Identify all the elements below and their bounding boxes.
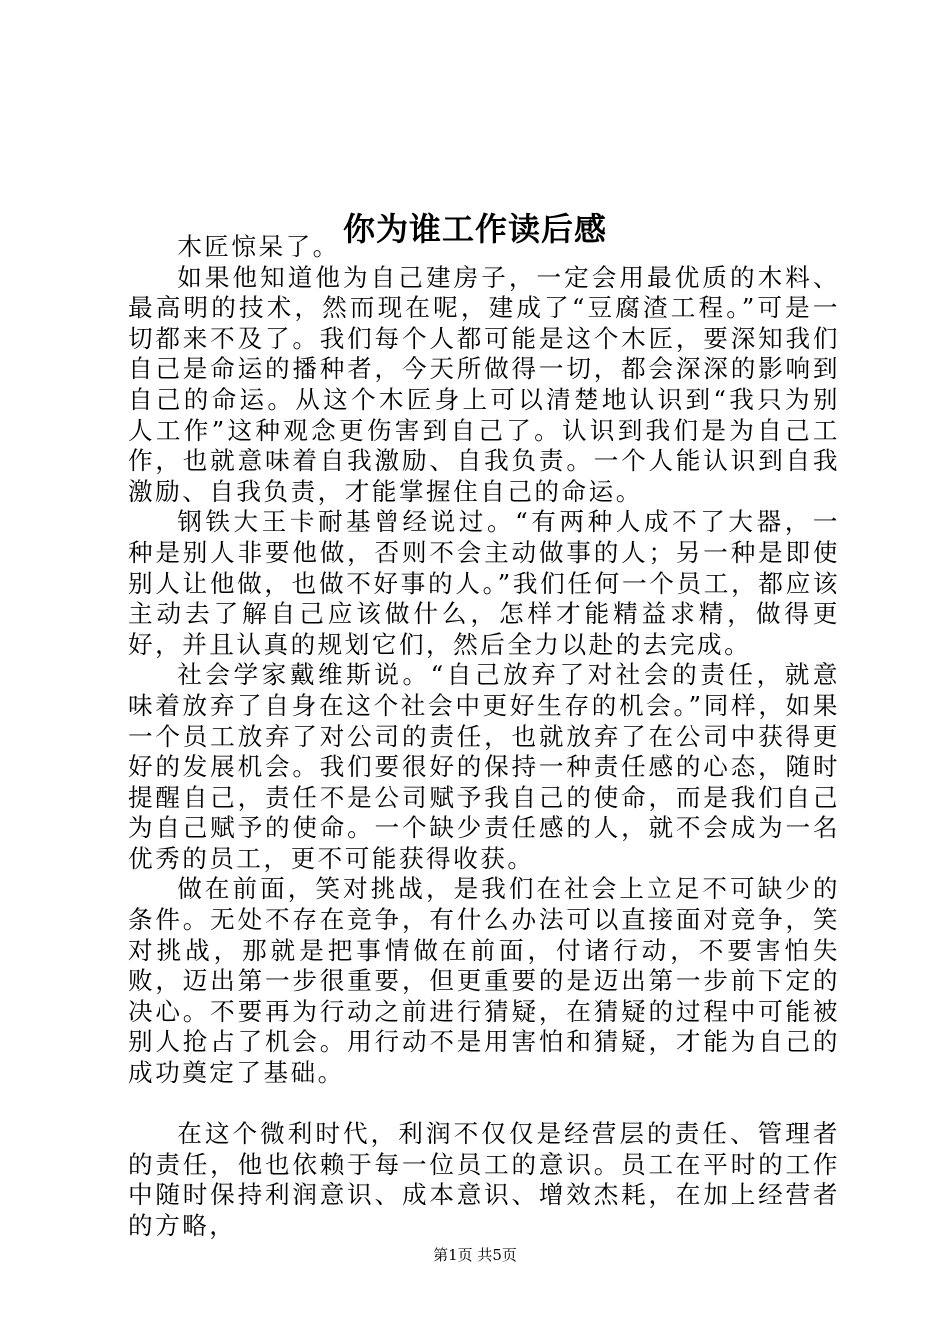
paragraph-2: 如果他知道他为自己建房子，一定会用最优质的木料、最高明的技术，然而现在呢，建成了“豆腐渣工程。”可是一切都来不及了。我们每个人都可能是这个木匠，要深知我们自己是命运的播种者，今天所做得一切，都会深深的影响到自己的命运。从这个木匠身上可以清楚地认识到“我只为别人工作”这种观念更伤害到自己了。认识到我们是为自己工作，也就意味着自我激励、自我负责。一个人能认识到自我激励、自我负责，才能掌握住自己的命运。 [128, 262, 840, 506]
document-body [128, 232, 840, 1242]
paragraph-6: 在这个微利时代，利润不仅仅是经营层的责任、管理者的责任，他也依赖于每一位员工的意识。员工在平时的工作中随时保持利润意识、成本意识、增效杰耗，在加上经营者的方略， [128, 1119, 840, 1240]
page-footer: 第1页 共5页 [433, 1246, 517, 1264]
paragraph-4: 社会学家戴维斯说。“自己放弃了对社会的责任，就意味着放弃了自身在这个社会中更好生存的机会。”同样，如果一个员工放弃了对公司的责任，也就放弃了在公司中获得更好的发展机会。我们要很好的保持一种责任感的心态，随时提醒自己，责任不是公司赋予我自己的使命，而是我们自己为自己赋予的使命。一个缺少责任感的人，就不会成为一名优秀的员工，更不可能获得收获。 [128, 660, 840, 873]
paragraph-3: 钢铁大王卡耐基曾经说过。“有两种人成不了大器，一种是别人非要他做，否则不会主动做事的人；另一种是即使别人让他做，也做不好事的人。”我们任何一个员工，都应该主动去了解自己应该做什么，怎样才能精益求精，做得更好，并且认真的规划它们，然后全力以赴的去完成。 [128, 507, 840, 659]
paragraph-5: 做在前面，笑对挑战，是我们在社会上立足不可缺少的条件。无处不存在竞争，有什么办法可以直接面对竞争，笑对挑战，那就是把事情做在前面，付诸行动，不要害怕失败，迈出第一步很重要，但更重要的是迈出第一步前下定的决心。不要再为行动之前进行猜疑，在猜疑的过程中可能被别人抢占了机会。用行动不是用害怕和猜疑，才能为自己的成功奠定了基础。 [128, 874, 840, 1088]
paragraph-1: 木匠惊呆了。 [177, 232, 340, 261]
document-title: 你为谁工作读后感 [342, 210, 607, 249]
